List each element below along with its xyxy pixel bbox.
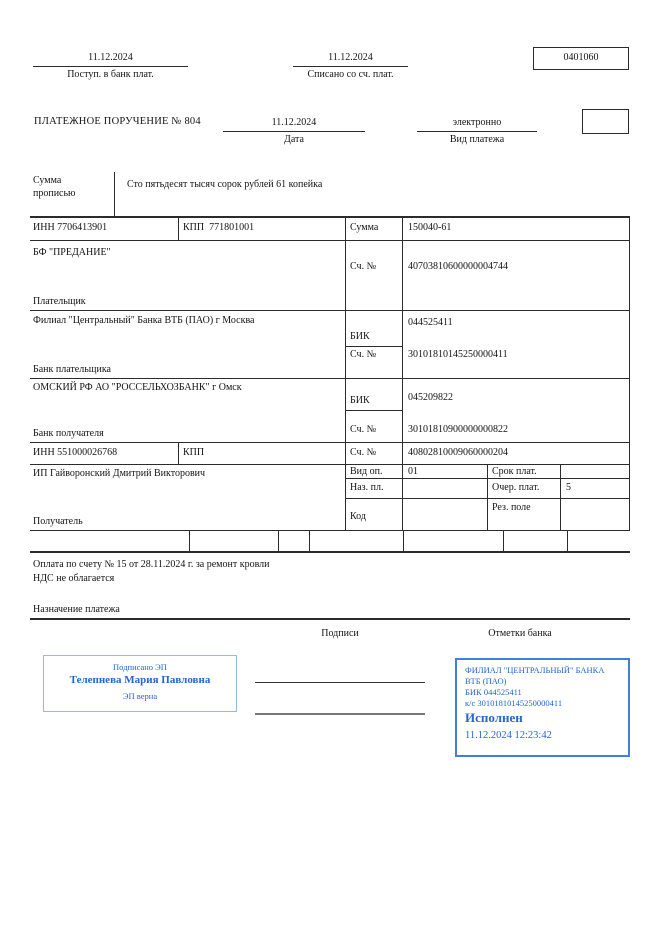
op-kind-value: 01	[408, 466, 418, 477]
payer-bank-account: 30101810145250000411	[408, 349, 508, 360]
date-underline	[223, 131, 365, 132]
signature-stamp-line1: Подписано ЭП	[113, 662, 167, 672]
purpose-code-label: Наз. пл.	[350, 482, 384, 493]
debited-date: 11.12.2024	[328, 52, 373, 63]
code-label: Код	[350, 511, 366, 522]
reserve-label: Рез. поле	[492, 502, 531, 513]
beneficiary-bank-name: ОМСКИЙ РФ АО "РОССЕЛЬХОЗБАНК" г Омск	[33, 382, 242, 393]
payment-kind-value: электронно	[452, 117, 502, 128]
beneficiary-inn: ИНН 551000026768	[33, 447, 118, 458]
date-label: Дата	[284, 134, 304, 145]
payer-inn: ИНН 7706413901	[33, 222, 108, 233]
purpose-underline	[30, 618, 630, 620]
signatures-label: Подписи	[321, 628, 359, 639]
beneficiary-bank-account: 30101810900000000822	[408, 424, 508, 435]
sum-value: 150040-61	[408, 222, 452, 233]
due-label: Срок плат.	[492, 466, 537, 477]
signature-stamp-line3: ЭП верна	[122, 691, 158, 701]
beneficiary-account: 40802810009060000204	[408, 447, 508, 458]
purpose-line-2: НДС не облагается	[33, 573, 115, 584]
payer-account: 40703810600000004744	[408, 261, 508, 272]
payer-label: Плательщик	[33, 296, 86, 307]
payment-kind-label: Вид платежа	[449, 134, 505, 145]
table-top-line	[30, 216, 630, 218]
debited-underline	[293, 66, 408, 67]
purpose-line-1: Оплата по счету № 15 от 28.11.2024 г. за ремонт кровли	[33, 559, 270, 570]
priority-label: Очер. плат.	[492, 482, 540, 493]
payer-kpp: КПП 771801001	[183, 222, 255, 233]
payer-bank-bik: 044525411	[408, 317, 453, 328]
beneficiary-label: Получатель	[33, 516, 83, 527]
bank-stamp-line1: ФИЛИАЛ "ЦЕНТРАЛЬНЫЙ" БАНКА	[465, 665, 605, 675]
payer-bank-account-label: Сч. №	[350, 349, 377, 360]
beneficiary-bank-label: Банк получателя	[33, 428, 104, 439]
payer-bank-label: Банк плательщика	[33, 364, 111, 375]
form-code-box	[533, 47, 629, 70]
bank-stamp-line3: БИК 044525411	[465, 687, 522, 697]
signature-stamp	[43, 655, 237, 712]
payer-name: БФ "ПРЕДАНИЕ"	[33, 247, 111, 258]
beneficiary-name: ИП Гайворонский Дмитрий Викторович	[33, 468, 206, 479]
beneficiary-bank-bik: 045209822	[408, 392, 453, 403]
debited-label: Списано со сч. плат.	[307, 69, 394, 80]
beneficiary-bank-bik-label: БИК	[350, 395, 370, 406]
signature-line-2	[255, 713, 425, 715]
received-label: Поступ. в банк плат.	[67, 69, 154, 80]
status-box-empty	[582, 109, 629, 134]
received-date: 11.12.2024	[88, 52, 133, 63]
op-kind-label: Вид оп.	[350, 466, 383, 477]
amount-words-divider	[114, 172, 115, 217]
payer-account-label: Сч. №	[350, 261, 377, 272]
signature-line-1	[255, 682, 425, 683]
bank-marks-label: Отметки банка	[488, 628, 552, 639]
amount-in-words: Сто пятьдесят тысяч сорок рублей 61 копейка	[127, 179, 323, 190]
amount-in-words-label-1: Сумма	[33, 175, 62, 186]
beneficiary-bank-account-label: Сч. №	[350, 424, 377, 435]
priority-value: 5	[566, 482, 571, 493]
sum-label: Сумма	[350, 222, 379, 233]
beneficiary-account-label: Сч. №	[350, 447, 377, 458]
bank-stamp-line2: ВТБ (ПАО)	[465, 676, 507, 686]
bank-stamp-status: Исполнен	[465, 710, 523, 725]
amount-in-words-label-2: прописью	[33, 188, 76, 199]
beneficiary-kpp: КПП	[183, 447, 205, 458]
form-code: 0401060	[563, 52, 599, 63]
payer-bank-name: Филиал "Центральный" Банка ВТБ (ПАО) г Москва	[33, 315, 255, 326]
bank-stamp-datetime: 11.12.2024 12:23:42	[465, 730, 552, 741]
document-date: 11.12.2024	[271, 117, 317, 128]
payer-bank-bik-label: БИК	[350, 331, 370, 342]
bank-stamp	[455, 658, 630, 757]
signature-stamp-name: Телепнева Мария Павловна	[69, 674, 211, 686]
bank-stamp-line4: к/с 30101810145250000411	[465, 698, 563, 708]
payment-kind-underline	[417, 131, 537, 132]
document-title: ПЛАТЕЖНОЕ ПОРУЧЕНИЕ № 804	[34, 116, 201, 127]
purpose-label: Назначение платежа	[33, 604, 120, 615]
received-underline	[33, 66, 188, 67]
